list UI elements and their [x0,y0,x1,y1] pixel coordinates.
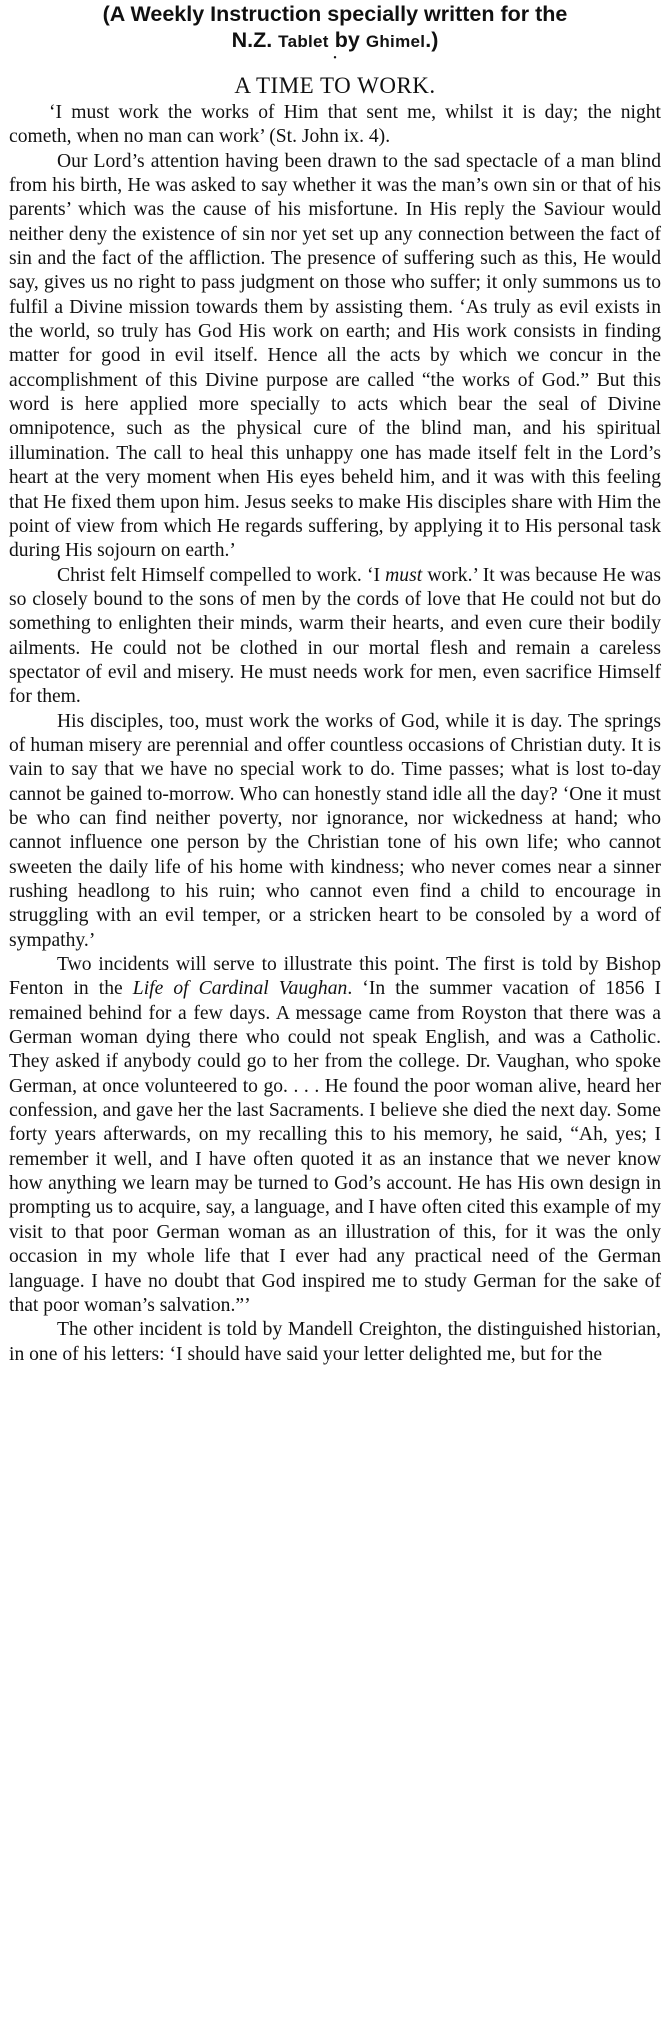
column-header [9,0,661,55]
article-body [9,101,661,1367]
body-paragraph-blind-man: Our Lord’s attention having been drawn to the sad spectacle of a man blind from his birth, He was asked to say whether it was the man’s own sin or that of his parents’ which was the cause of his misfortune. In His reply the Saviour would neither deny the existence of sin nor yet set up any connection between the fact of sin and the fact of the affliction. The presence of suffering such as this, He would say, gives us no right to pass judgment on those who suffer; it only summons us to fulfil a Divine mission towards them by assisting them. ‘As truly as evil exists in the world, so truly has God His work on earth; and His work consists in finding matter for good in evil itself. Hence all the acts by which we concur in the accomplishment of this Divine purpose are called “the works of God.” But this word is here applied more specially to acts which bear the seal of Divine omnipotence, such as the physical cure of the blind man, and his spiritual illumination. The call to heal this unhappy one has made itself felt in the Lord’s heart at the very moment when His eyes beheld him, and it was with this feeling that He fixed them upon him. Jesus seeks to make His disciples share with Him the point of view from which He regards suffering, by applying it to His personal task during His sojourn on earth.’ [9,150,661,562]
header-tablet: Tablet [278,32,329,51]
body-paragraph-creighton: The other incident is told by Mandell Creighton, the distinguished historian, in one of his letters: ‘I should have said your letter delighted me, but for the [9,1319,661,1365]
header-close: .) [425,28,439,52]
p3-text-after: work.’ It was because He was so closely bound to the sons of men by the cords of love that He could not but do something to enlighten their minds, warm their hearts, and even cure their bodily ailments. He could not be clothed in our mortal flesh and remain a careless spectator of evil and misery. He must needs work for men, even sacrifice Himself for them. [9,564,661,708]
p3-text-before: Christ felt Himself compelled to work. ‘I [57,564,386,586]
body-paragraph-incidents [9,953,661,1318]
header-author: Ghimel [365,32,426,51]
header-publication: N.Z. [231,28,273,52]
p5-text-before: Two incidents will serve to illustrate this point. The first is told by Bishop Fenton in the [9,954,661,1000]
body-paragraph-disciples: His disciples, too, must work the works of God, while it is day. The springs of human misery are perennial and offer countless occasions of Christian duty. It is vain to say that we have no special work to do. Time passes; what is lost to-day cannot be gained to-morrow. Who can honestly stand idle all the day? ‘One it must be who can find neither poverty, nor ignorance, nor wickedness at hand; who cannot influence one person by the Christian tone of his own life; who cannot sweeten the daily life of his home with kindness; who never comes near a sinner rushing headlong to his ruin; who cannot even find a child to encourage in struggling with an evil temper, or a stricken heart to be consoled by a word of sympathy.’ [9,710,661,951]
p3-emphasis: must [385,564,423,586]
p5-text-after: . ‘In the summer vacation of 1856 I remained behind for a few days. A message came from Royston that there was a German woman dying there who could not speak English, and was a Catholic. They asked if anybody could go to her from the college. Dr. Vaughan, who spoke German, at once volunteered to go. . . . He found the poor woman alive, heard her confession, and gave her the last Sacraments. I believe she died the next day. Some forty years afterwards, on my recalling this to his memory, he said, “Ah, yes; I remember it well, and I have often quoted it as an instance that we never know how anything we learn may be turned to God’s account. He has His own design in prompting us to acquire, say, a language, and I have often cited this example of my visit to that poor German woman as an illustration of this, for it was the only occasion in my whole life that I ever had any practical need of the German language. I have no doubt that God inspired me to study German for the sake of that poor woman’s salvation.”’ [9,978,661,1316]
body-paragraph-christ-work [9,564,661,710]
header-line-1: (A Weekly Instruction specially written for the [102,2,568,26]
header-by: by [334,28,360,52]
p5-book-title: Life of Cardinal Vaughan [132,978,348,1000]
epigraph-paragraph: ‘I must work the works of Him that sent me, whilst it is day; the night cometh, when no man can work’ (St. John ix. 4). [9,102,661,148]
header-divider-dot: • [333,53,337,64]
article-title: A TIME TO WORK. [234,73,436,98]
header-line-2 [9,27,661,55]
